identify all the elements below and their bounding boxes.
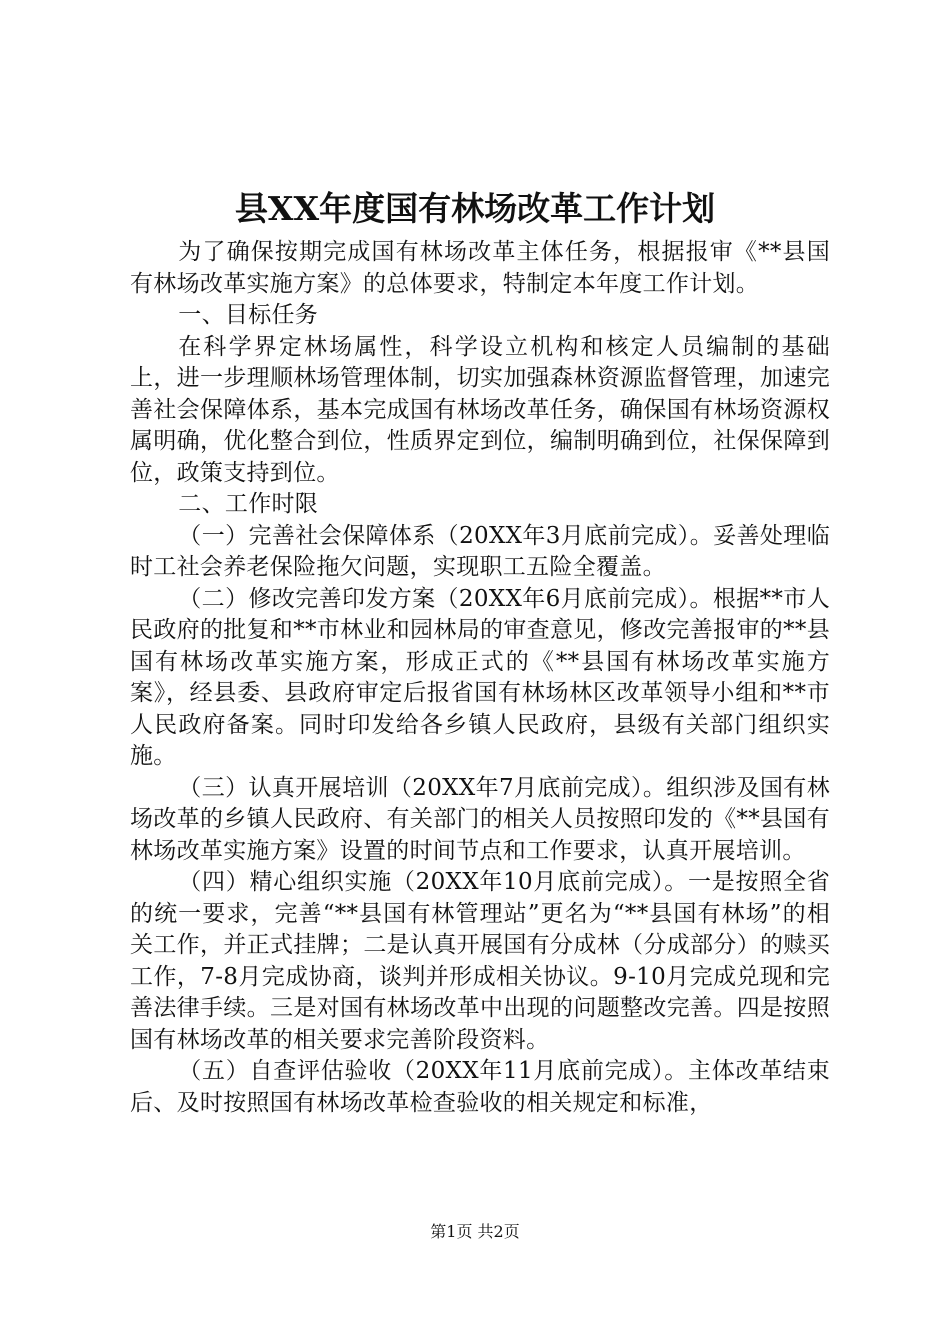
paragraph-item-3: （三）认真开展培训（20XX年7月底前完成）。组织涉及国有林场改革的乡镇人民政府、有关部门的相关人员按照印发的《**县国有林场改革实施方案》设置的时间节点和工作要求，认真开展培训。 [130,774,830,864]
section-heading-timeline: 二、工作时限 [178,491,319,517]
page-number-footer: 第1页 共2页 [430,1222,520,1241]
paragraph-item-4: （四）精心组织实施（20XX年10月底前完成）。一是按照全省的统一要求，完善“**县国有林管理站”更名为“**县国有林场”的相关工作，并正式挂牌；二是认真开展国有分成林（分成部分）的赎买工作，7-8月完成协商，谈判并形成相关协议。9-10月完成兑现和完善法律手续。三是对国有林场改革中出现的问题整改完善。四是按照国有林场改革的相关要求完善阶段资料。 [130,869,830,1053]
section-heading-goals: 一、目标任务 [178,302,319,328]
document-body [130,237,830,1119]
paragraph-item-5: （五）自查评估验收（20XX年11月底前完成）。主体改革结束后、及时按照国有林场改革检查验收的相关规定和标准， [130,1058,830,1116]
paragraph-item-2: （二）修改完善印发方案（20XX年6月底前完成）。根据**市人民政府的批复和**市林业和园林局的审查意见，修改完善报审的**县国有林场改革实施方案，形成正式的《**县国有林场改革实施方案》，经县委、县政府审定后报省国有林场林区改革领导小组和**市人民政府备案。同时印发给各乡镇人民政府，县级有关部门组织实施。 [130,585,830,769]
document-title: 县XX年度国有林场改革工作计划 [234,189,716,228]
paragraph-goals: 在科学界定林场属性，科学设立机构和核定人员编制的基础上，进一步理顺林场管理体制，切实加强森林资源监督管理，加速完善社会保障体系，基本完成国有林场改革任务，确保国有林场资源权属明确，优化整合到位，性质界定到位，编制明确到位，社保保障到位，政策支持到位。 [130,333,830,486]
paragraph-intro: 为了确保按期完成国有林场改革主体任务，根据报审《**县国有林场改革实施方案》的总体要求，特制定本年度工作计划。 [130,239,830,297]
paragraph-item-1: （一）完善社会保障体系（20XX年3月底前完成）。妥善处理临时工社会养老保险拖欠问题，实现职工五险全覆盖。 [130,522,830,580]
